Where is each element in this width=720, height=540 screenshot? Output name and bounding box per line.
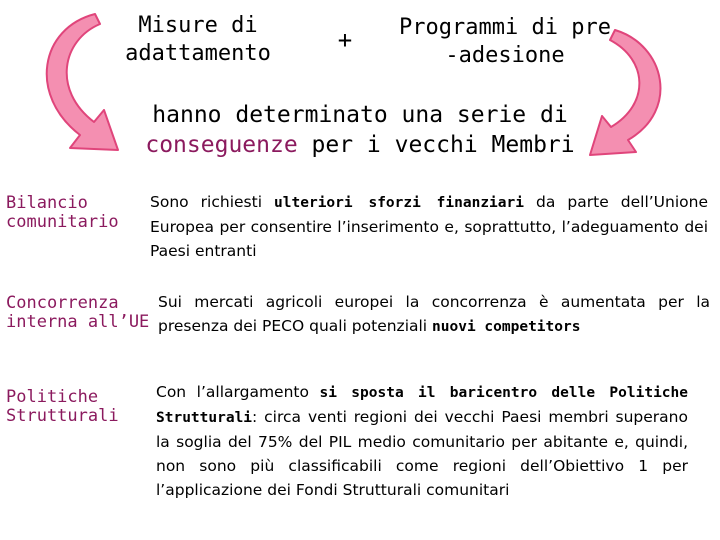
text-concorrenza	[158, 290, 710, 339]
bold-phrase: ulteriori sforzi finanziari	[274, 195, 524, 211]
text-bilancio	[150, 190, 708, 263]
bold-phrase: si sposta il baricentro delle Politiche Strutturali	[156, 385, 688, 426]
header-right-line1: Programmi di pre	[399, 15, 611, 40]
label-bilancio	[6, 194, 146, 232]
header-left-line1: Misure di	[138, 13, 258, 38]
bold-phrase: nuovi competitors	[432, 319, 581, 335]
label-bilancio-line1: Bilancio	[6, 193, 88, 213]
label-politiche-line1: Politiche	[6, 387, 99, 407]
text-segment: da parte dell’Unione Europea per consentire l’inserimento e, soprattutto, l’adeguamento dei Paesi entranti	[150, 193, 709, 260]
label-bilancio-line2: comunitario	[6, 212, 119, 232]
header-left	[98, 12, 298, 68]
subtitle-line2	[80, 130, 640, 160]
label-concorrenza	[6, 294, 156, 332]
header-right	[380, 14, 630, 70]
subtitle-rest: per i vecchi Membri	[297, 132, 575, 158]
plus-sign: +	[337, 26, 353, 54]
label-politiche-line2: Strutturali	[6, 406, 119, 426]
subtitle-line1: hanno determinato una serie di	[152, 102, 568, 128]
text-segment: : circa venti regioni dei vecchi Paesi membri superano la soglia del 75% del PIL medio comunitario per abitante e, quindi, non sono più classificabili come regioni dell’Obiettivo 1 per l’applicazione dei Fondi Strutturali comunitari	[156, 408, 688, 499]
label-concorrenza-line1: Concorrenza	[6, 293, 119, 313]
header-left-line2: adattamento	[125, 41, 271, 66]
subtitle-highlight: conseguenze	[145, 132, 298, 158]
text-segment: Sono richiesti	[150, 193, 275, 211]
label-concorrenza-line2: interna all’UE	[6, 312, 150, 332]
label-politiche	[6, 388, 146, 426]
header-right-line2: -adesione	[445, 43, 565, 68]
text-segment: Con l’allargamento	[156, 383, 320, 401]
subtitle	[80, 100, 640, 160]
text-segment: Sui mercati agricoli europei la concorrenza è aumentata per la presenza dei PECO quali potenziali	[158, 293, 710, 335]
text-politiche	[156, 380, 688, 502]
